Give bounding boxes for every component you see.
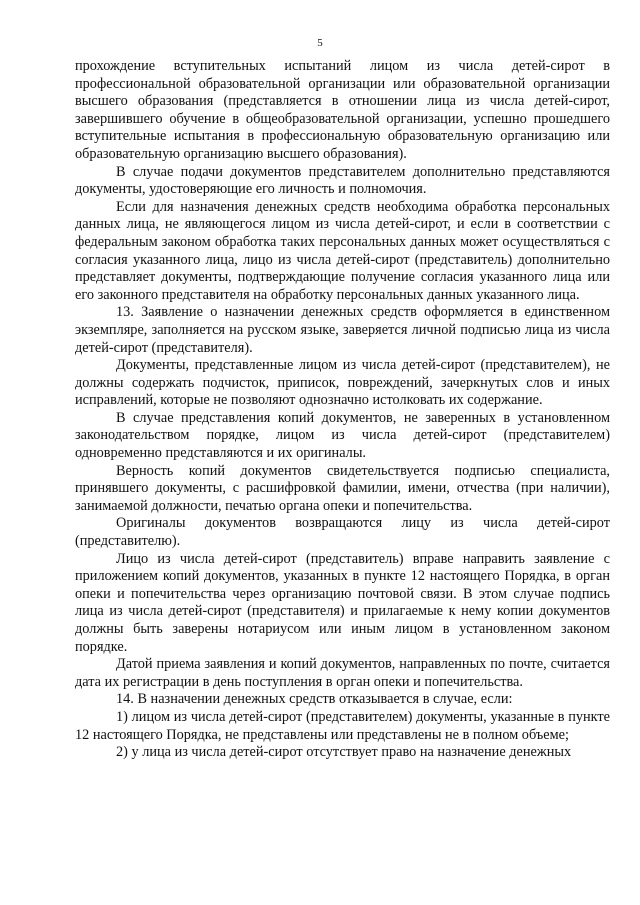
document-body [75,58,610,762]
paragraph-13: 2) у лица из числа детей-сирот отсутствует право на назначение денежных [116,744,572,761]
paragraph-8: Оригиналы документов возвращаются лицу из числа детей-сирот (представителю). [75,515,610,550]
paragraph-9: Лицо из числа детей-сирот (представитель) вправе направить заявление с приложением копий документов, указанных в пункте 12 настоящего Порядка, в орган опеки и попечительства через организацию почтовой связи. В этом случае подпись лица из числа детей-сирот (представителя) и прилагаемые к нему копии документов должны быть заверены нотариусом или иным лицом в установленном законом порядке. [75,550,610,655]
paragraph-3: Если для назначения денежных средств необходима обработка персональных данных лица, не являющегося лицом из числа детей-сирот, и если в соответствии с федеральным законом обработка таких персональных данных может осуществляться с согласия указанного лица, лицо из числа детей-сирот (представитель) дополнительно представляет документы, подтверждающие получение согласия указанного лица или его законного представителя на обработку персональных данных указанного лица. [75,198,610,303]
paragraph-4: 13. Заявление о назначении денежных средств оформляется в единственном экземпляре, заполняется на русском языке, заверяется личной подписью лица из числа детей-сирот (представителя). [75,304,610,356]
paragraph-12: 1) лицом из числа детей-сирот (представителем) документы, указанные в пункте 12 настоящего Порядка, не представлены или представлены не в полном объеме; [75,708,610,743]
paragraph-5: Документы, представленные лицом из числа детей-сирот (представителем), не должны содержать подчисток, приписок, повреждений, зачеркнутых слов и иных исправлений, которые не позволяют однозначно истолковать их содержание. [75,357,610,409]
paragraph-10: Датой приема заявления и копий документов, направленных по почте, считается дата их регистрации в день поступления в орган опеки и попечительства. [75,656,610,690]
paragraph-2: В случае подачи документов представителем дополнительно представляются документы, удостоверяющие его личность и полномочия. [75,163,610,198]
paragraph-1: прохождение вступительных испытаний лицом из числа детей-сирот в профессиональной образовательной организации или образовательной организации высшего образования (представляется в отношении лица из числа детей-сирот, завершившего обучение в общеобразовательной организации, успешно прошедшего вступительные испытания в профессиональную образовательную организацию или образовательную организацию высшего образования). [75,58,610,162]
page-number: 5 [317,37,323,49]
paragraph-7: Верность копий документов свидетельствуется подписью специалиста, принявшего документы, с расшифровкой фамилии, имени, отчества (при наличии), занимаемой должности, печатью органа опеки и попечительства. [75,462,610,514]
paragraph-6: В случае представления копий документов, не заверенных в установленном законодательством порядке, лицом из числа детей-сирот (представителем) одновременно представляются и их оригиналы. [75,409,610,462]
paragraph-11: 14. В назначении денежных средств отказывается в случае, если: [116,691,513,708]
